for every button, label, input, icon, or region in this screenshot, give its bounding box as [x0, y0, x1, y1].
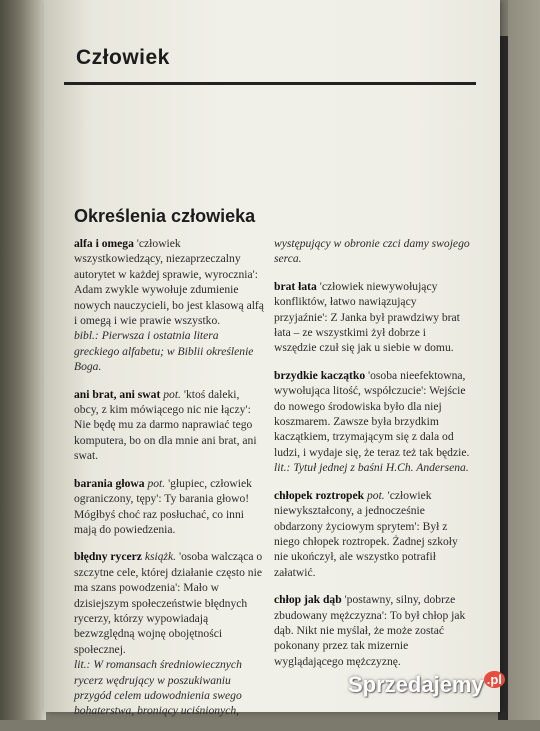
entry-tag: pot.: [364, 488, 385, 502]
section-title: Określenia człowieka: [74, 206, 256, 226]
entry-definition: 'głupiec, człowiek ograniczony, tępy': Ty barania głowo! Mógłbyś choć raz posłuchać, co inni mają do powiedzenia.: [74, 476, 252, 536]
entry-tag: książk.: [141, 550, 177, 564]
entry-headword: błędny rycerz: [74, 550, 142, 564]
dictionary-entry: [74, 387, 264, 464]
entry-headword: ani brat, ani swat: [74, 387, 161, 401]
entry-headword: barania głowa: [74, 476, 145, 490]
entry-definition: 'osoba walcząca o szczytne cele, której działanie często nie ma szans powodzenia': Mało w dzisiejszym społeczeństwie błędnych rycerzy, którzy wypowiadają bezwzględną wojnę obojętności społecznej.: [74, 550, 263, 656]
dictionary-entry: [74, 236, 264, 375]
dictionary-entry: [74, 549, 264, 718]
entry-definition: 'osoba nieefektowna, wywołująca litość, współczucie': Wejście do nowego środowiska było dla niej koszmarem. Zawsze była brzydkim kaczątkiem, trzymającym się z dala od ludzi, i wydaje się, że teraz też tak będzie.: [274, 368, 470, 459]
entry-headword: brat łata: [274, 279, 317, 293]
entry-headword: brzydkie kaczątko: [274, 368, 366, 382]
dictionary-entry: [274, 368, 470, 476]
watermark-brand: Sprzedajemy: [348, 672, 484, 697]
entry-note: lit.: W romansach średniowiecznych rycerz wędrujący w poszukiwaniu przygód celem udowodnienia swego bohaterstwa, broniący uciśnionych,: [74, 658, 242, 718]
entry-note: bibl.: Pierwsza i ostatnia litera greckiego alfabetu; w Biblii określenie Boga.: [74, 329, 254, 374]
entry-headword: alfa i omega: [74, 237, 134, 250]
background-surface: [508, 0, 540, 720]
right-column: [274, 236, 470, 681]
left-column: [74, 236, 264, 731]
site-watermark: [348, 672, 505, 698]
entry-definition: 'człowiek wszystkowiedzący, niezaprzeczalny autorytet w każdej sprawie, wyrocznia': Adam zwykle wywołuje zdumienie nowych nauczycieli, bo jest klasową alfą i omegą i wie prawie wszystko.: [74, 237, 264, 328]
entry-note: lit.: Tytuł jednej z baśni H.Ch. Andersena.: [274, 461, 469, 475]
entry-continuation: występujący w obronie czci damy swojego serca.: [274, 237, 470, 266]
entry-definition: 'człowiek niewywołujący konfliktów, łatwo nawiązujący przyjaźnie': Z Janka był prawdziwy brat łata – ze wszystkimi żył dobrze i wszędzie czuł się jak u siebie w domu.: [274, 279, 460, 355]
chapter-title: Człowiek: [76, 46, 170, 69]
entry-definition: 'postawny, silny, dobrze zbudowany mężczyzna': To był chłop jak dąb. Nikt nie myślał, że może zostać pokonany przez tak mizernie wyglądającego mężczyznę.: [274, 593, 466, 668]
entry-definition: 'człowiek niewykształcony, a jednocześnie obdarzony życiowym sprytem': Był z niego chłopek roztropek. Żadnej szkoły nie ukończył, ale wszystko potrafił załatwić.: [274, 488, 458, 579]
dictionary-entry: [74, 476, 264, 538]
watermark-tld: .pl: [484, 671, 505, 688]
book-spine-gutter: [0, 0, 46, 720]
entry-definition: 'ktoś daleki, obcy, z kim mówiącego nic nie łączy': Nie będę mu za darmo naprawiać tego komputera, bo on dla mnie ani brat, ani swat.: [74, 387, 257, 463]
dictionary-entry: [274, 592, 470, 669]
entry-tag: pot.: [160, 387, 181, 401]
entry-tag: pot.: [144, 476, 166, 490]
dictionary-entry: [274, 488, 470, 580]
dictionary-entry: [274, 279, 470, 356]
entry-headword: chłopek roztropek: [274, 488, 365, 502]
chapter-rule: [64, 82, 476, 85]
entry-headword: chłop jak dąb: [274, 593, 342, 607]
